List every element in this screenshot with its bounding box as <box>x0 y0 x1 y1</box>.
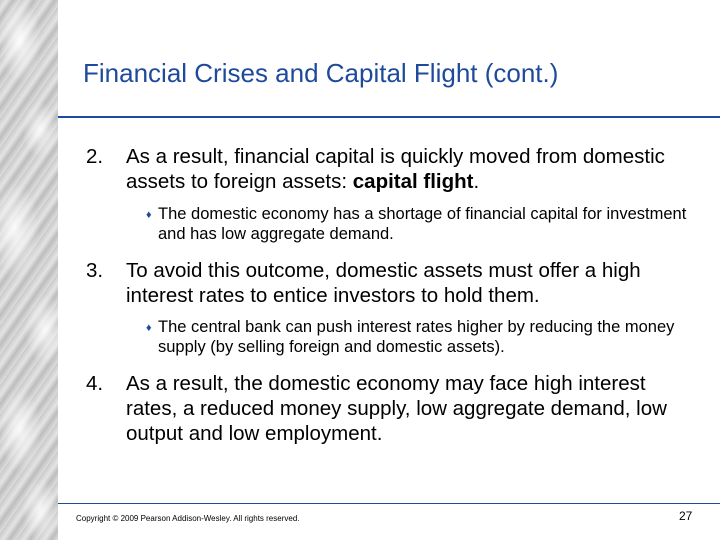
copyright-notice: Copyright © 2009 Pearson Addison-Wesley. All rights reserved. <box>76 514 300 523</box>
item-text <box>126 144 696 194</box>
item-text-part: As a result, financial capital is quickly moved from domestic assets to foreign assets: <box>126 145 665 193</box>
footer-divider <box>58 503 720 504</box>
item-text-end: . <box>473 170 480 193</box>
item-number: 2. <box>86 145 104 168</box>
list-item-2 <box>86 144 696 194</box>
item-number: 4. <box>86 372 104 395</box>
item-number: 3. <box>86 259 104 282</box>
page-number: 27 <box>679 509 693 523</box>
diamond-bullet-icon: ♦ <box>146 322 152 334</box>
marble-sidebar-texture <box>0 0 58 540</box>
item-text: To avoid this outcome, domestic assets must offer a high interest rates to entice investors to hold them. <box>126 259 641 307</box>
sub-item-3 <box>146 317 706 357</box>
item-text-bold: capital flight <box>352 170 474 193</box>
list-item-3 <box>86 258 696 308</box>
title-divider <box>58 116 720 118</box>
sub-item-2 <box>146 204 706 244</box>
sub-item-text: The central bank can push interest rates higher by reducing the money supply (by selling foreign and domestic assets). <box>158 318 675 356</box>
diamond-bullet-icon: ♦ <box>146 209 152 221</box>
item-text: As a result, the domestic economy may face high interest rates, a reduced money supply, low aggregate demand, low output and low employment. <box>126 372 667 445</box>
slide-title: Financial Crises and Capital Flight (cont.) <box>83 58 559 88</box>
list-item-4 <box>86 371 696 446</box>
sub-item-text: The domestic economy has a shortage of financial capital for investment and has low aggregate demand. <box>158 205 687 243</box>
